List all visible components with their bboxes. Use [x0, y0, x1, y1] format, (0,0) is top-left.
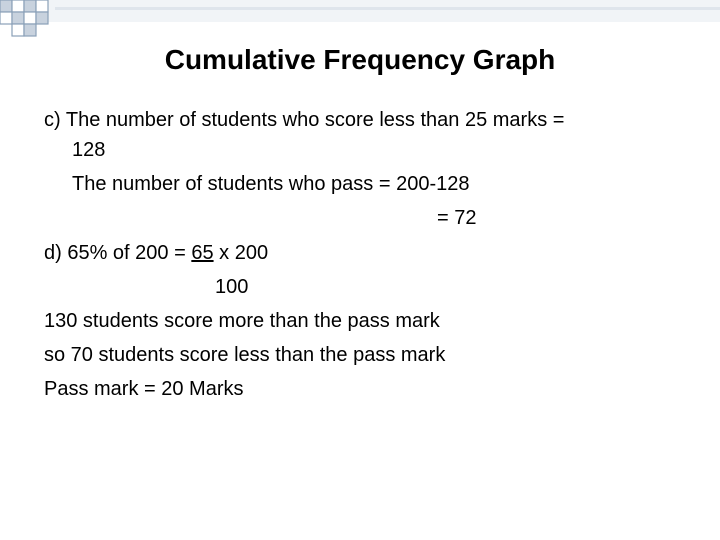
answer-d-numerator: 65 — [191, 242, 214, 264]
deco-square — [24, 24, 36, 36]
answer-d-denominator: 100 — [215, 276, 249, 298]
deco-square — [24, 12, 36, 24]
answer-c-line-2: 128 — [72, 139, 106, 161]
conclusion-line-1: 130 students score more than the pass mark — [44, 310, 440, 332]
conclusion-line-3: Pass mark = 20 Marks — [44, 378, 244, 400]
conclusion-line-2: so 70 students score less than the pass mark — [44, 344, 446, 366]
answer-d-suffix: x 200 — [213, 242, 269, 264]
deco-square — [12, 24, 24, 36]
answer-d-line-1 — [44, 241, 268, 265]
deco-square — [0, 0, 12, 12]
deco-square — [36, 0, 48, 12]
answer-c-line-1: c) The number of students who score less than 25 marks = — [44, 109, 565, 131]
deco-square — [12, 0, 24, 12]
deco-square — [36, 12, 48, 24]
deco-square — [24, 0, 36, 12]
answer-c-line-4: = 72 — [437, 207, 477, 229]
decorative-squares-header — [0, 0, 720, 40]
slide-title: Cumulative Frequency Graph — [164, 44, 556, 75]
deco-square — [12, 12, 24, 24]
deco-square — [0, 12, 12, 24]
answer-d-prefix: d) 65% of 200 = — [44, 242, 192, 264]
answer-c-line-3: The number of students who pass = 200-128 — [72, 173, 470, 195]
